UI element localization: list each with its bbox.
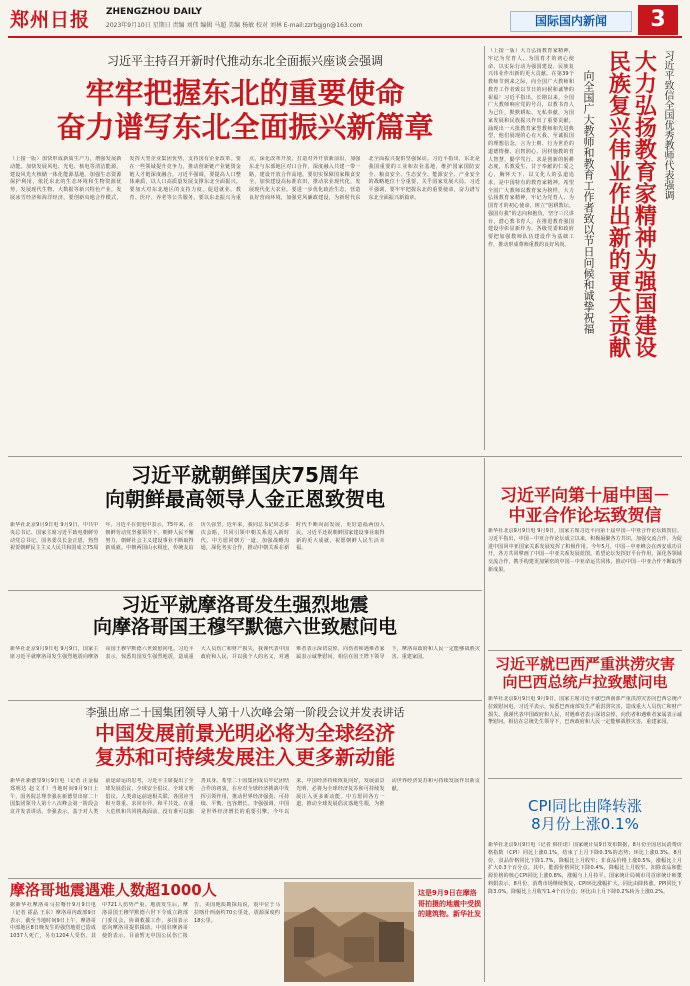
masthead <box>8 4 682 38</box>
morocco-headline-line2: 向摩洛哥国王穆罕默德六世致慰问电 <box>92 616 397 639</box>
quake-photo-illustration <box>284 882 414 982</box>
right-lead-subtitle: 向全国广大教师和教育工作者致以节日问候和诚挚祝福 <box>582 70 595 334</box>
forum-headline-line2: 复苏和可持续发展注入更多新动能 <box>95 744 395 769</box>
brazil-headline-line2: 向巴西总统卢拉致慰问电 <box>502 672 668 691</box>
divider <box>8 700 482 701</box>
column-divider <box>484 458 485 982</box>
brazil-headline <box>488 656 682 691</box>
forum-letter-line1: 习近平向第十届中国－ <box>500 486 670 506</box>
right-lead-title-part1: 大力弘扬教育家精神 <box>631 50 657 248</box>
right-lead-body: （上接一版）大力弘扬教育家精神，牢记为党育人、为国育才的初心使命，以实际行动为强国建设、民族复兴伟业作出新的更大贡献。在第39个教师节到来之际，向全国广大教师和教育工作者致以节日的问候和诚挚的祝福！习近平指出，长期以来，全国广大教师响应党的号召，以教书育人为己任，默默耕耘、无私奉献，为国家发展和民族振兴作出了重要贡献。涌现出一大批教育家型教师和先进典型，他们展现的心有大我、至诚报国的理想信念，言为士则、行为世范的道德情操，启智润心、因材施教的育人智慧，勤学笃行、求是创新的躬耕态度，乐教爱生、甘于奉献的仁爱之心，胸怀天下、以文化人的弘道追求，是中国特有的教育家精神。希望全国广大教师以教育家为榜样，大力弘扬教育家精神，牢记为党育人、为国育才的初心使命，树立“躬耕教坛、强国有我”的志向和抱负，坚守三尺讲台，潜心教书育人，在推进教育强国建设中彰显新作为。各级党委和政府要把加强教师队伍建设作为基础工作，推动形成尊师重教的良好风尚。 <box>488 48 574 248</box>
lead-headline-line2: 奋力谱写东北全面振兴新篇章 <box>56 110 434 145</box>
forum-letter-body: 新华社北京9月9日电 9月9日，国家主席习近平向第十届中国－中亚合作论坛致贺信。习近平指出，中国－中亚合作论坛成立以来，积极凝聚各方共识，加强交流合作，为促进中国同中亚国家关系发展发挥了积极作用。今年5月，中国－中亚峰会在西安成功召开，各方共同擘画了中国－中亚关系发展蓝图。希望论坛发挥好平台作用，深化各领域交流合作，携手构建更加紧密的中国－中亚命运共同体，推动中国－中亚合作不断取得新成果。 <box>488 528 682 573</box>
page-number: 3 <box>638 5 678 35</box>
divider <box>488 650 682 651</box>
morocco-body: 新华社北京9月9日电 9月9日，国家主席习近平就摩洛哥发生强烈地震向摩洛哥国王穆罕默德六世致慰问电。习近平表示，惊悉贵国发生强烈地震，造成重大人员伤亡和财产损失，我谨代表中国政府和人民，并以我个人的名义，对遇难者表示深切哀悼，向伤者和遇难者家属表示诚挚慰问。相信在国王陛下领导下，摩洛哥政府和人民一定能够战胜灾害、重建家园。 <box>10 646 480 660</box>
forum-kicker: 李强出席二十国集团领导人第十八次峰会第一阶段会议并发表讲话 <box>85 706 405 719</box>
forum-letter-line2: 中亚合作论坛致贺信 <box>508 506 662 527</box>
korea-body: 新华社北京9月9日电 9月9日，中共中央总书记、国家主席习近平致电朝鲜劳动党总书记、国务委员长金正恩，热烈祝贺朝鲜民主主义人民共和国成立75周年。习近平在贺电中表示，75年来，在朝鲜劳动党坚强领导下，朝鲜人民不懈努力，朝鲜社会主义建设事业不断取得新成就。中朝两国山水相连，传统友谊历久弥坚。近年来，我同总书记同志多次会晤，共同引领中朝关系进入新时代。中方愿同朝方一道，加强战略沟通，深化务实合作，推动中朝关系在新时代不断向前发展，更好造福两国人民。习近平还祝朝鲜国家建设事业取得新的更大成就，祝愿朝鲜人民生活幸福。 <box>10 522 385 552</box>
morocco-headline-line1: 习近平就摩洛哥发生强烈地震 <box>121 594 369 616</box>
lead-headline <box>10 76 480 144</box>
cpi-headline <box>488 798 682 833</box>
right-lead-kicker: 习近平致信全国优秀教师代表强调 <box>662 50 673 200</box>
cpi-headline-line2: 8月份上涨0.1% <box>531 814 639 833</box>
right-lead-title-part2: 为强国建设 <box>631 248 657 358</box>
korea-headline-line2: 向朝鲜最高领导人金正恩致贺电 <box>105 486 385 511</box>
brazil-headline-line1: 习近平就巴西严重洪涝灾害 <box>494 655 675 673</box>
issue-info: 2023年9月10日 星期日 责编 刘伟 编辑 马超 美编 杨敏 校对 刘林 E-mail:zzrbgjgn@163.com <box>106 22 363 29</box>
korea-headline-line1: 习近平就朝鲜国庆75周年 <box>131 463 359 487</box>
right-lead-title-col1 <box>630 50 656 440</box>
forum-headline <box>10 722 480 769</box>
lead-body: （上接一版）加快形成新质生产力，增强发展新动能。加快发展风电、光电、核电等清洁能源，建设风光火核储一体化能源基地。加强生态资源保护利用，依托东北的生态环境和生物资源优势，发展现代生物、大数据等新兴特色产业，发展冰雪经济和海洋经济。要创新央地合作模式，发挥大型企业集团优势，支持国有企业改革。要在一些领域提升竞争力，推动创新链产业链资金链人才链深度融合。习近平强调，要提高人口整体素质，以人口高质量发展支撑东北全面振兴。要加大对东北地区的支持力度，促进就业、教育、医疗、养老等公共服务。要以东北振兴为重点，深化改革开放，打造对外开放新前沿，加强东北与东部地区对口合作，深度融入共建一带一路，建设开放合作高地。要切实保障国家粮食安全，加快建设高标准农田，推动农业现代化，发展现代化大农业。要进一步优化政治生态，营造良好营商环境，加强党风廉政建设，为新时代东北全面振兴提供坚强保证。习近平指出，东北是我国重要的工业和农业基地，维护国家国防安全、粮食安全、生态安全、能源安全、产业安全的战略地位十分重要，关乎国家发展大局。习近平强调，要牢牢把握东北的重要使命，奋力谱写东北全面振兴新篇章。 <box>10 156 480 201</box>
right-lead-title-col3: 民族复兴伟业作出新的更大贡献 <box>605 50 631 358</box>
cpi-body: 新华社北京9月9日电（记者 韩佳诺）国家统计局9日发布数据，8月份全国居民消费价格指数（CPI）同比上涨0.1%，结束了上月下降0.3%的态势；环比上涨0.3%。8月份，食品价格同比下降1.7%，降幅比上月收窄；非食品价格上涨0.5%，涨幅比上月扩大0.3个百分点。其中，能源价格同比下降0.4%，降幅比上月收窄。扣除食品和能源价格的核心CPI同比上涨0.8%，涨幅与上月持平。国家统计局城市司首席统计师董莉娟表示，8月份，消费市场继续恢复，CPI环比涨幅扩大，同比由降转涨。PPI同比下降3.0%，降幅比上月收窄1.4个百分点；环比由上月下降0.2%转为上涨0.2%。 <box>488 842 682 895</box>
divider <box>8 456 682 457</box>
column-divider <box>484 46 485 450</box>
korea-headline <box>10 464 480 511</box>
quake-photo <box>284 882 414 982</box>
cpi-headline-line1: CPI同比由降转涨 <box>528 797 642 815</box>
newspaper-logo: 郑州日报 <box>10 9 91 31</box>
lead-kicker: 习近平主持召开新时代推动东北全面振兴座谈会强调 <box>106 54 383 68</box>
quake-headline: 摩洛哥地震遇难人数超1000人 <box>10 881 217 899</box>
morocco-headline <box>10 594 480 639</box>
forum-body: 新华社新德里9月9日电（记者 汪金福 郑明达 赵文才）当地时间9月9日上午，国务院总理李强在新德里出席二十国集团领导人第十八次峰会第一阶段会议并发表讲话。李强表示，基于对人类前途命运的思考，习近平主席提出了全球发展倡议、全球安全倡议、全球文明倡议。人类命运前途相关联，各国应当相互尊重、求同存异、和平共处。在重大危机和共同挑战面前，没有谁可以独善其身。希望二十国集团成员牢记团结合作的初衷，在应对全球经济挑战中发挥引领作用，推动世界经济强劲、可持续、平衡、包容增长。李强强调，中国是世界经济增长的重要引擎。今年以来，中国经济持续恢复向好，发展前景光明，必将为全球经济复苏和可持续发展注入更多新动能。中方愿同各方一道，推动全球发展倡议落地生根，为推动世界经济复苏和可持续发展作出新贡献。 <box>10 778 480 815</box>
section-label: 国际国内新闻 <box>510 11 632 32</box>
lead-headline-line1: 牢牢把握东北的重要使命 <box>85 76 405 110</box>
forum-headline-line1: 中国发展前景光明必将为全球经济 <box>95 721 395 745</box>
quake-photo-caption: 这是9月9日在摩洛哥拍摄的地震中受损的建筑物。新华社发 <box>418 889 481 918</box>
newspaper-english-name: ZHENGZHOU DAILY <box>106 7 202 17</box>
divider <box>8 590 482 591</box>
divider <box>488 778 682 779</box>
divider <box>8 878 482 879</box>
forum-letter-headline <box>488 486 682 526</box>
brazil-body: 新华社北京9月9日电 9月9日，国家主席习近平就巴西南部严重洪涝灾害向巴西总统卢拉致慰问电。习近平表示，惊悉巴西南部发生严重洪涝灾害，造成重大人员伤亡和财产损失。我谨代表中国政府和人民，对遇难者表示深切哀悼，向伤者和遇难者家属表示诚挚慰问。相信在总统先生领导下，巴西政府和人民一定能够战胜灾害，重建家园。 <box>488 696 682 726</box>
quake-body: 据新华社摩洛哥马拉喀什9月9日电（记者 霍晶 王东）摩洛哥内政部9日表示，截至当地时间9日上午，摩洛哥中部地区8日晚发生的强烈地震已造成1037人死亡，另有1204人受伤，其中721人伤势严重。地震发生后，摩洛哥国王穆罕默德六世下令成立跨部门委员会，协调救援工作。多国表示愿向摩洛哥提供援助。中国驻摩洛哥使馆表示，目前暂无中国公民伤亡报告。美国地质勘探局说，震中位于马拉喀什西南约70公里处，震源深度约18公里。 <box>10 902 280 939</box>
